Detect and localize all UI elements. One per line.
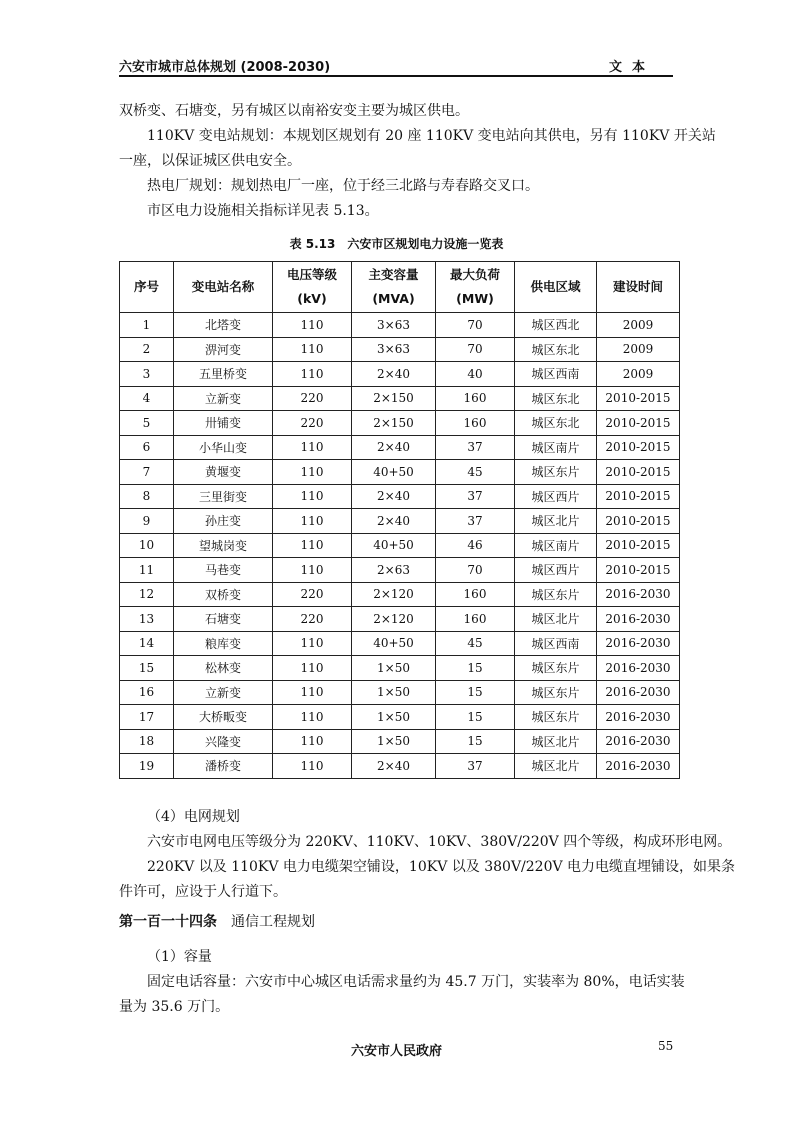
table-cell: 城区东北 <box>515 411 597 436</box>
table-cell: 2009 <box>597 362 680 387</box>
table-cell: 2016-2030 <box>597 729 680 754</box>
table-cell: 40+50 <box>352 460 436 485</box>
table-cell: 110 <box>273 313 352 338</box>
table-cell: 2×150 <box>352 386 436 411</box>
table-cell: 37 <box>436 435 515 460</box>
table-cell: 城区南片 <box>515 533 597 558</box>
table-cell: 220 <box>273 582 352 607</box>
table-cell: 大桥畈变 <box>174 705 273 730</box>
table-cell: 石塘变 <box>174 607 273 632</box>
table-cell: 2 <box>120 337 174 362</box>
table-cell: 46 <box>436 533 515 558</box>
table-cell: 40+50 <box>352 533 436 558</box>
table-row <box>120 435 680 460</box>
article-number: 第一百一十四条 <box>119 914 217 930</box>
paragraph-110kv-line2: 一座，以保证城区供电安全。 <box>119 153 301 169</box>
grid-paragraph-1: 六安市电网电压等级分为 220KV、110KV、10KV、380V/220V 四个等级，构成环形电网。 <box>147 834 732 850</box>
table-header-row <box>120 262 680 313</box>
table-cell: 孙庄变 <box>174 509 273 534</box>
table-cell: 2016-2030 <box>597 754 680 779</box>
table-row <box>120 386 680 411</box>
paragraph-table-ref: 市区电力设施相关指标详见表 5.13。 <box>147 203 379 219</box>
table-row <box>120 656 680 681</box>
table-cell: 2010-2015 <box>597 558 680 583</box>
grid-paragraph-2-line1: 220KV 以及 110KV 电力电缆架空铺设，10KV 以及 380V/220V 电力电缆直埋铺设，如果条 <box>147 859 736 875</box>
article-heading <box>119 911 315 931</box>
table-cell: 70 <box>436 337 515 362</box>
table-cell: 2×40 <box>352 509 436 534</box>
table-cell: 220 <box>273 411 352 436</box>
table-cell: 2010-2015 <box>597 484 680 509</box>
page-header <box>119 56 673 76</box>
table-cell: 2009 <box>597 337 680 362</box>
table-cell: 160 <box>436 607 515 632</box>
table-cell: 2010-2015 <box>597 411 680 436</box>
table-cell: 18 <box>120 729 174 754</box>
table-row <box>120 337 680 362</box>
table-cell: 小华山变 <box>174 435 273 460</box>
table-cell: 110 <box>273 435 352 460</box>
table-row <box>120 313 680 338</box>
header-cell: 序号 <box>120 262 174 313</box>
table-cell: 双桥变 <box>174 582 273 607</box>
document-title: 六安市城市总体规划 (2008-2030) <box>119 60 331 75</box>
table-cell: 2016-2030 <box>597 631 680 656</box>
table-cell: 马巷变 <box>174 558 273 583</box>
grid-paragraph-2-line2: 件许可，应设于人行道下。 <box>119 884 287 900</box>
table-cell: 2×40 <box>352 754 436 779</box>
table-cell: 3 <box>120 362 174 387</box>
table-row <box>120 558 680 583</box>
table-cell: 北塔变 <box>174 313 273 338</box>
table-cell: 37 <box>436 509 515 534</box>
table-cell: 15 <box>120 656 174 681</box>
table-cell: 9 <box>120 509 174 534</box>
table-cell: 110 <box>273 705 352 730</box>
table-cell: 45 <box>436 631 515 656</box>
table-cell: 1×50 <box>352 729 436 754</box>
table-cell: 2×120 <box>352 607 436 632</box>
table-cell: 160 <box>436 582 515 607</box>
table-cell: 2×40 <box>352 435 436 460</box>
table-cell: 城区北片 <box>515 607 597 632</box>
article-title: 通信工程规划 <box>231 914 315 930</box>
table-cell: 110 <box>273 656 352 681</box>
capacity-paragraph-line1: 固定电话容量：六安市中心城区电话需求量约为 45.7 万门，实装率为 80%，电话实装 <box>147 974 685 990</box>
table-cell: 粮库变 <box>174 631 273 656</box>
header-cell: 主变容量 (MVA) <box>352 262 436 313</box>
table-cell: 220 <box>273 607 352 632</box>
header-rule <box>119 75 673 77</box>
table-row <box>120 362 680 387</box>
table-cell: 城区东北 <box>515 337 597 362</box>
table-cell: 15 <box>436 656 515 681</box>
table-cell: 城区西南 <box>515 362 597 387</box>
table-cell: 70 <box>436 313 515 338</box>
grid-heading: （4）电网规划 <box>147 809 240 825</box>
table-cell: 110 <box>273 631 352 656</box>
table-cell: 2016-2030 <box>597 656 680 681</box>
table-cell: 2×40 <box>352 362 436 387</box>
table-cell: 110 <box>273 558 352 583</box>
table-cell: 2×120 <box>352 582 436 607</box>
table-cell: 110 <box>273 680 352 705</box>
header-cell: 变电站名称 <box>174 262 273 313</box>
table-cell: 19 <box>120 754 174 779</box>
table-cell: 220 <box>273 386 352 411</box>
table-cell: 2009 <box>597 313 680 338</box>
table-row <box>120 411 680 436</box>
table-cell: 1×50 <box>352 680 436 705</box>
table-row <box>120 460 680 485</box>
table-cell: 110 <box>273 484 352 509</box>
table-cell: 城区北片 <box>515 729 597 754</box>
table-row <box>120 680 680 705</box>
table-cell: 城区东片 <box>515 582 597 607</box>
table-cell: 城区东片 <box>515 705 597 730</box>
table-cell: 2010-2015 <box>597 509 680 534</box>
table-cell: 三里街变 <box>174 484 273 509</box>
table-cell: 37 <box>436 754 515 779</box>
table-cell: 110 <box>273 362 352 387</box>
table-cell: 40 <box>436 362 515 387</box>
table-cell: 城区北片 <box>515 754 597 779</box>
table-row <box>120 582 680 607</box>
table-cell: 城区东片 <box>515 680 597 705</box>
table-cell: 1×50 <box>352 705 436 730</box>
table-cell: 立新变 <box>174 680 273 705</box>
table-row <box>120 484 680 509</box>
table-cell: 松林变 <box>174 656 273 681</box>
table-cell: 1×50 <box>352 656 436 681</box>
table-cell: 160 <box>436 386 515 411</box>
table-cell: 110 <box>273 509 352 534</box>
table-row <box>120 631 680 656</box>
section-label: 文本 <box>608 60 655 75</box>
table-cell: 11 <box>120 558 174 583</box>
table-cell: 城区北片 <box>515 509 597 534</box>
table-cell: 城区西南 <box>515 631 597 656</box>
table-cell: 2010-2015 <box>597 460 680 485</box>
capacity-paragraph-line2: 量为 35.6 万门。 <box>119 999 230 1015</box>
header-cell: 建设时间 <box>597 262 680 313</box>
table-cell: 14 <box>120 631 174 656</box>
page-number: 55 <box>658 1039 674 1053</box>
table-cell: 160 <box>436 411 515 436</box>
table-cell: 45 <box>436 460 515 485</box>
table-cell: 6 <box>120 435 174 460</box>
table-cell: 110 <box>273 754 352 779</box>
table-caption: 表 5.13 六安市区规划电力设施一览表 <box>289 237 504 251</box>
header-cell: 最大负荷 (MW) <box>436 262 515 313</box>
table-cell: 110 <box>273 729 352 754</box>
table-cell: 15 <box>436 680 515 705</box>
table-row <box>120 509 680 534</box>
table-cell: 2×40 <box>352 484 436 509</box>
table-cell: 城区西片 <box>515 484 597 509</box>
table-cell: 3×63 <box>352 313 436 338</box>
header-cell: 供电区域 <box>515 262 597 313</box>
table-cell: 城区东北 <box>515 386 597 411</box>
table-cell: 110 <box>273 460 352 485</box>
table-cell: 城区东片 <box>515 656 597 681</box>
power-facilities-table <box>119 261 680 779</box>
table-cell: 2016-2030 <box>597 680 680 705</box>
table-cell: 110 <box>273 337 352 362</box>
table-row <box>120 754 680 779</box>
table-cell: 城区西片 <box>515 558 597 583</box>
table-row <box>120 607 680 632</box>
table-cell: 5 <box>120 411 174 436</box>
paragraph-substations-cont: 双桥变、石塘变，另有城区以南裕安变主要为城区供电。 <box>119 103 469 119</box>
table-cell: 2010-2015 <box>597 533 680 558</box>
table-cell: 2016-2030 <box>597 607 680 632</box>
table-cell: 2016-2030 <box>597 582 680 607</box>
table-cell: 40+50 <box>352 631 436 656</box>
table-cell: 淠河变 <box>174 337 273 362</box>
table-cell: 黄堰变 <box>174 460 273 485</box>
table-cell: 16 <box>120 680 174 705</box>
table-cell: 城区南片 <box>515 435 597 460</box>
table-cell: 2×150 <box>352 411 436 436</box>
paragraph-110kv-line1: 110KV 变电站规划：本规划区规划有 20 座 110KV 变电站向其供电，另有 110KV 开关站 <box>147 128 716 144</box>
paragraph-power-plant: 热电厂规划：规划热电厂一座，位于经三北路与寿春路交叉口。 <box>147 178 539 194</box>
table-cell: 潘桥变 <box>174 754 273 779</box>
table-cell: 15 <box>436 705 515 730</box>
table-cell: 15 <box>436 729 515 754</box>
table-cell: 70 <box>436 558 515 583</box>
table-cell: 3×63 <box>352 337 436 362</box>
table-cell: 1 <box>120 313 174 338</box>
table-cell: 7 <box>120 460 174 485</box>
table-cell: 城区西北 <box>515 313 597 338</box>
table-row <box>120 729 680 754</box>
table-cell: 立新变 <box>174 386 273 411</box>
table-cell: 12 <box>120 582 174 607</box>
capacity-heading: （1）容量 <box>147 949 212 965</box>
table-cell: 2016-2030 <box>597 705 680 730</box>
table-cell: 兴隆变 <box>174 729 273 754</box>
table-cell: 五里桥变 <box>174 362 273 387</box>
table-cell: 望城岗变 <box>174 533 273 558</box>
table-cell: 13 <box>120 607 174 632</box>
table-cell: 2010-2015 <box>597 386 680 411</box>
header-cell: 电压等级 (kV) <box>273 262 352 313</box>
table-cell: 10 <box>120 533 174 558</box>
table-cell: 110 <box>273 533 352 558</box>
table-row <box>120 533 680 558</box>
table-cell: 卅铺变 <box>174 411 273 436</box>
table-cell: 2×63 <box>352 558 436 583</box>
table-cell: 城区东片 <box>515 460 597 485</box>
table-cell: 8 <box>120 484 174 509</box>
table-row <box>120 705 680 730</box>
footer-org: 六安市人民政府 <box>350 1044 442 1059</box>
table-cell: 4 <box>120 386 174 411</box>
table-cell: 2010-2015 <box>597 435 680 460</box>
table-cell: 17 <box>120 705 174 730</box>
table-cell: 37 <box>436 484 515 509</box>
